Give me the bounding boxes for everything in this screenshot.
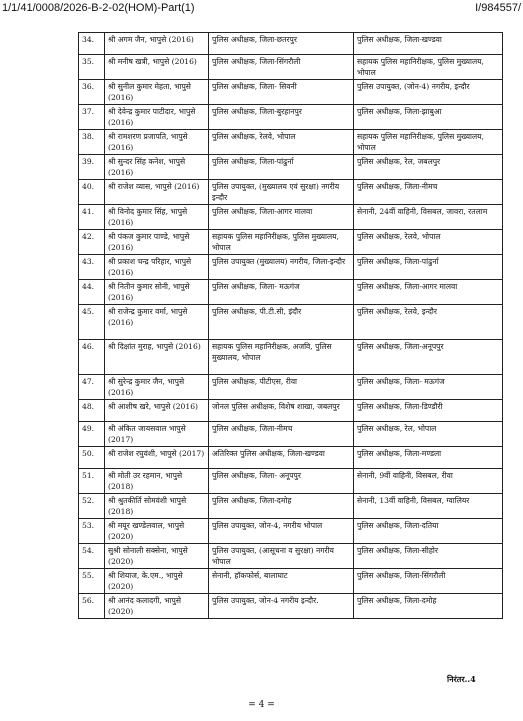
serial-no: 34. xyxy=(79,33,105,55)
serial-no: 45. xyxy=(79,305,105,340)
officer-name: श्री राजेश व्यास, भापुसे (2016) xyxy=(105,180,209,205)
table-row xyxy=(79,130,503,155)
officer-name: श्री अंकित जायसवाल भापुसे (2017) xyxy=(105,422,209,447)
continued-note: निरंतर..4 xyxy=(447,674,476,684)
current-posting: पुलिस अधीक्षक, पी.टी.सी, इंदौर xyxy=(209,305,354,340)
serial-no: 50. xyxy=(79,447,105,469)
current-posting: पुलिस उपायुक्त, जोन-4, नगरीय भोपाल xyxy=(209,519,354,544)
table-row xyxy=(79,255,503,280)
table-row xyxy=(79,280,503,305)
new-posting: पुलिस अधीक्षक, जिला-नीमच xyxy=(354,180,503,205)
serial-no: 41. xyxy=(79,205,105,230)
serial-no: 43. xyxy=(79,255,105,280)
table-row xyxy=(79,155,503,180)
officer-name: श्री शियाज, के.एम., भापुसे (2020) xyxy=(105,569,209,594)
officer-name: श्री सुनील कुमार मेहता, भापुसे (2016) xyxy=(105,80,209,105)
serial-no: 49. xyxy=(79,422,105,447)
new-posting: पुलिस अधीक्षक, जिला-अनूपपुर xyxy=(354,340,503,375)
officer-name: श्री रामशरण प्रजापति, भापुसे (2016) xyxy=(105,130,209,155)
new-posting: पुलिस अधीक्षक, जिला- मऊगंज xyxy=(354,375,503,400)
serial-no: 53. xyxy=(79,519,105,544)
serial-no: 44. xyxy=(79,280,105,305)
table-row xyxy=(79,422,503,447)
new-posting: पुलिस अधीक्षक, जिला-पांढुर्ना xyxy=(354,255,503,280)
new-posting: सहायक पुलिस महानिरीक्षक, पुलिस मुख्यालय, भोपाल xyxy=(354,130,503,155)
serial-no: 55. xyxy=(79,569,105,594)
table-row xyxy=(79,340,503,375)
current-posting: अतिरिक्त पुलिस अधीक्षक, जिला-खण्डवा xyxy=(209,447,354,469)
table-row xyxy=(79,305,503,340)
officer-name: श्री आशीष खरे, भापुसे (2016) xyxy=(105,400,209,422)
current-posting: पुलिस अधीक्षक, जिला- मऊगंज xyxy=(209,280,354,305)
table-row xyxy=(79,33,503,55)
new-posting: पुलिस अधीक्षक, जिला-दतिया xyxy=(354,519,503,544)
officer-name: श्री पंकज कुमार पाण्डे, भापुसे (2016) xyxy=(105,230,209,255)
table-row xyxy=(79,469,503,494)
officer-name: श्री देवेन्द्र कुमार पाटीदार, भापुसे (2016) xyxy=(105,105,209,130)
new-posting: पुलिस अधीक्षक, रेल, जबलपुर xyxy=(354,155,503,180)
current-posting: पुलिस अधीक्षक, जिला-आगर मालवा xyxy=(209,205,354,230)
serial-no: 51. xyxy=(79,469,105,494)
new-posting: सेनानी, 13वीं वाहिनी, विसबल, ग्वालियर xyxy=(354,494,503,519)
current-posting: सहायक पुलिस महानिरीक्षक, पुलिस मुख्यालय, भोपाल xyxy=(209,230,354,255)
posting-table xyxy=(78,32,503,619)
current-posting: पुलिस अधीक्षक, जिला-नीमच xyxy=(209,422,354,447)
new-posting: पुलिस उपायुक्त, (जोन-4) नगरीय, इन्दौर xyxy=(354,80,503,105)
officer-name: श्री दिक्षांत मुराह, भापुसे (2016) xyxy=(105,340,209,375)
page-number: = 4 = xyxy=(248,700,275,710)
officer-name: श्री विनोद कुमार सिंह, भापुसे (2016) xyxy=(105,205,209,230)
table-row xyxy=(79,447,503,469)
serial-no: 40. xyxy=(79,180,105,205)
new-posting: पुलिस अधीक्षक, जिला-खण्डवा xyxy=(354,33,503,55)
current-posting: पुलिस उपायुक्त (मुख्यालय) नगरीय, जिला-इन्दौर xyxy=(209,255,354,280)
new-posting: सेनानी, 24वीं वाहिनी, विसबल, जावरा, रतलाम xyxy=(354,205,503,230)
table-row xyxy=(79,544,503,569)
table-row xyxy=(79,55,503,80)
table-row xyxy=(79,494,503,519)
current-posting: पुलिस अधीक्षक, जिला- सिवनी xyxy=(209,80,354,105)
current-posting: पुलिस अधीक्षक, पीटीएस, रीवा xyxy=(209,375,354,400)
serial-no: 37. xyxy=(79,105,105,130)
current-posting: पुलिस उपायुक्त, (मुख्यालय एवं सुरक्षा) नगरीय इन्दौर xyxy=(209,180,354,205)
serial-no: 42. xyxy=(79,230,105,255)
serial-no: 36. xyxy=(79,80,105,105)
new-posting: पुलिस अधीक्षक, जिला-सिंगरौली xyxy=(354,569,503,594)
new-posting: सेनानी, 9वीं वाहिनी, विसबल, रीवा xyxy=(354,469,503,494)
officer-name: श्री सुरेन्द्र कुमार जैन, भापुसे (2016) xyxy=(105,375,209,400)
new-posting: पुलिस अधीक्षक, जिला-सीहोर xyxy=(354,544,503,569)
current-posting: पुलिस अधीक्षक, जिला-दमोह xyxy=(209,494,354,519)
table-row xyxy=(79,569,503,594)
serial-no: 39. xyxy=(79,155,105,180)
table-row xyxy=(79,594,503,619)
serial-no: 48. xyxy=(79,400,105,422)
current-posting: पुलिस अधीक्षक, रेलवे, भोपाल xyxy=(209,130,354,155)
officer-name: श्री आनंद कलादगी, भापुसे (2020) xyxy=(105,594,209,619)
table-row xyxy=(79,375,503,400)
new-posting: पुलिस अधीक्षक, जिला-डिण्डौरी xyxy=(354,400,503,422)
document-reference: 1/1/41/0008/2026-B-2-02(HOM)-Part(1) xyxy=(2,2,195,14)
serial-no: 47. xyxy=(79,375,105,400)
table-row xyxy=(79,400,503,422)
officer-name: श्री नितीन कुमार सोनी, भापुसे (2016) xyxy=(105,280,209,305)
new-posting: पुलिस अधीक्षक, जिला-आगर मालवा xyxy=(354,280,503,305)
current-posting: पुलिस अधीक्षक, जिला-पांढुर्ना xyxy=(209,155,354,180)
new-posting: पुलिस अधीक्षक, रेलवे, भोपाल xyxy=(354,230,503,255)
new-posting: पुलिस अधीक्षक, रेल, भोपाल xyxy=(354,422,503,447)
table-row xyxy=(79,105,503,130)
new-posting: पुलिस अधीक्षक, जिला-दमोह xyxy=(354,594,503,619)
new-posting: सहायक पुलिस महानिरीक्षक, पुलिस मुख्यालय, भोपाल xyxy=(354,55,503,80)
current-posting: सेनानी, हॉकफोर्स, बालाघाट xyxy=(209,569,354,594)
table-row xyxy=(79,180,503,205)
table-row xyxy=(79,230,503,255)
serial-no: 56. xyxy=(79,594,105,619)
officer-name: श्री श्रुतकीर्ति सोमवंशी भापुसे (2018) xyxy=(105,494,209,519)
table-row xyxy=(79,205,503,230)
officer-name: सुश्री सोनाली सक्सेना, भापुसे (2020) xyxy=(105,544,209,569)
current-posting: पुलिस अधीक्षक, जिला-बुरहानपुर xyxy=(209,105,354,130)
current-posting: पुलिस उपायुक्त, (आसूचना व सुरक्षा) नगरीय भोपाल xyxy=(209,544,354,569)
current-posting: पुलिस उपायुक्त, जोन-4 नगरीय इन्दौर. xyxy=(209,594,354,619)
officer-name: श्री मयूर खण्डेलवाल, भापुसे (2020) xyxy=(105,519,209,544)
officer-name: श्री राजेश रघुवंशी, भापुसे (2017) xyxy=(105,447,209,469)
current-posting: सहायक पुलिस महानिरीक्षक, अजवि, पुलिस मुख्यालय, भोपाल xyxy=(209,340,354,375)
officer-name: श्री सुन्दर सिंह कनेश, भापुसे (2016) xyxy=(105,155,209,180)
document-number: I/984557/ xyxy=(475,2,521,14)
new-posting: पुलिस अधीक्षक, रेलवे, इन्दौर xyxy=(354,305,503,340)
serial-no: 54. xyxy=(79,544,105,569)
officer-name: श्री अगम जैन, भापुसे (2016) xyxy=(105,33,209,55)
table-row xyxy=(79,80,503,105)
serial-no: 52. xyxy=(79,494,105,519)
officer-name: श्री मोती उर रहमान, भापुसे (2018) xyxy=(105,469,209,494)
officer-name: श्री मनीष खत्री, भापुसे (2016) xyxy=(105,55,209,80)
serial-no: 46. xyxy=(79,340,105,375)
serial-no: 35. xyxy=(79,55,105,80)
new-posting: पुलिस अधीक्षक, जिला-झाबुआ xyxy=(354,105,503,130)
officer-name: श्री प्रकाश चन्द्र परिहार, भापुसे (2016) xyxy=(105,255,209,280)
table-row xyxy=(79,519,503,544)
officer-name: श्री राजेन्द्र कुमार वर्मा, भापुसे (2016) xyxy=(105,305,209,340)
serial-no: 38. xyxy=(79,130,105,155)
current-posting: पुलिस अधीक्षक, जिला- अनूपपुर xyxy=(209,469,354,494)
current-posting: जोनल पुलिस अधीक्षक, विशेष शाखा, जबलपुर xyxy=(209,400,354,422)
current-posting: पुलिस अधीक्षक, जिला-सिंगरौली xyxy=(209,55,354,80)
new-posting: पुलिस अधीक्षक, जिला-मण्डला xyxy=(354,447,503,469)
current-posting: पुलिस अधीक्षक, जिला-छतरपुर xyxy=(209,33,354,55)
